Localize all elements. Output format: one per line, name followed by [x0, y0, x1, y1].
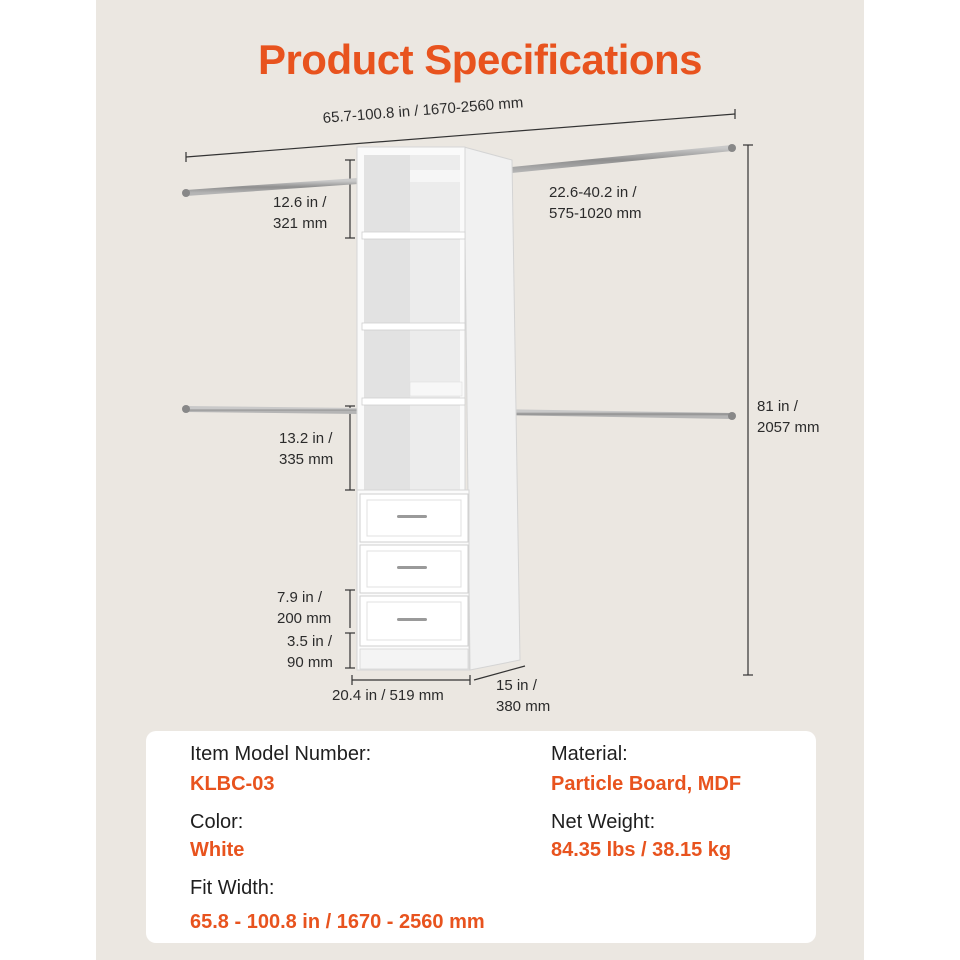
- material-value: Particle Board, MDF: [551, 773, 742, 795]
- top-shelf-height-line2: 321 mm: [273, 215, 328, 232]
- color-label: Color:: [190, 811, 244, 833]
- drawer-height-label: [277, 587, 331, 629]
- base-height-line2: 90 mm: [287, 654, 333, 671]
- material-label: Material:: [551, 743, 628, 765]
- rod-length-line1: 22.6-40.2 in /: [549, 184, 637, 201]
- drawer-height-line2: 200 mm: [277, 610, 332, 627]
- total-height-label: [757, 396, 820, 438]
- depth-line2: 380 mm: [496, 698, 551, 715]
- base-height-line1: 3.5 in /: [287, 633, 333, 650]
- spec-card: [146, 731, 816, 943]
- page-title: Product Specifications: [257, 36, 703, 83]
- top-shelf-height-line1: 12.6 in /: [273, 194, 327, 211]
- middle-gap-line2: 335 mm: [279, 451, 334, 468]
- base-height-label: [287, 631, 333, 673]
- depth-label: [496, 675, 550, 717]
- weight-value: 84.35 lbs / 38.15 kg: [551, 839, 732, 861]
- left-dimension-lines: [345, 160, 355, 668]
- total-height-line: [743, 145, 753, 675]
- rod-length-line2: 575-1020 mm: [549, 205, 642, 222]
- drawer-height-line1: 7.9 in /: [277, 589, 323, 606]
- weight-label: Net Weight:: [551, 811, 656, 833]
- overall-width-label: 65.7-100.8 in / 1670-2560 mm: [322, 94, 524, 127]
- depth-line1: 15 in /: [496, 677, 537, 694]
- model-value: KLBC-03: [190, 773, 275, 795]
- color-value: White: [190, 839, 245, 861]
- fit-width-value: 65.8 - 100.8 in / 1670 - 2560 mm: [190, 911, 485, 933]
- total-height-line2: 2057 mm: [757, 419, 820, 436]
- closet-tower: [357, 147, 520, 670]
- top-shelf-height-label: [273, 192, 327, 234]
- model-label: Item Model Number:: [190, 743, 372, 765]
- middle-gap-label: [279, 428, 333, 470]
- fit-width-label: Fit Width:: [190, 877, 275, 899]
- rod-length-label: [549, 182, 642, 224]
- tower-width-label: 20.4 in / 519 mm: [332, 687, 444, 704]
- middle-gap-line1: 13.2 in /: [279, 430, 333, 447]
- total-height-line1: 81 in /: [757, 398, 798, 415]
